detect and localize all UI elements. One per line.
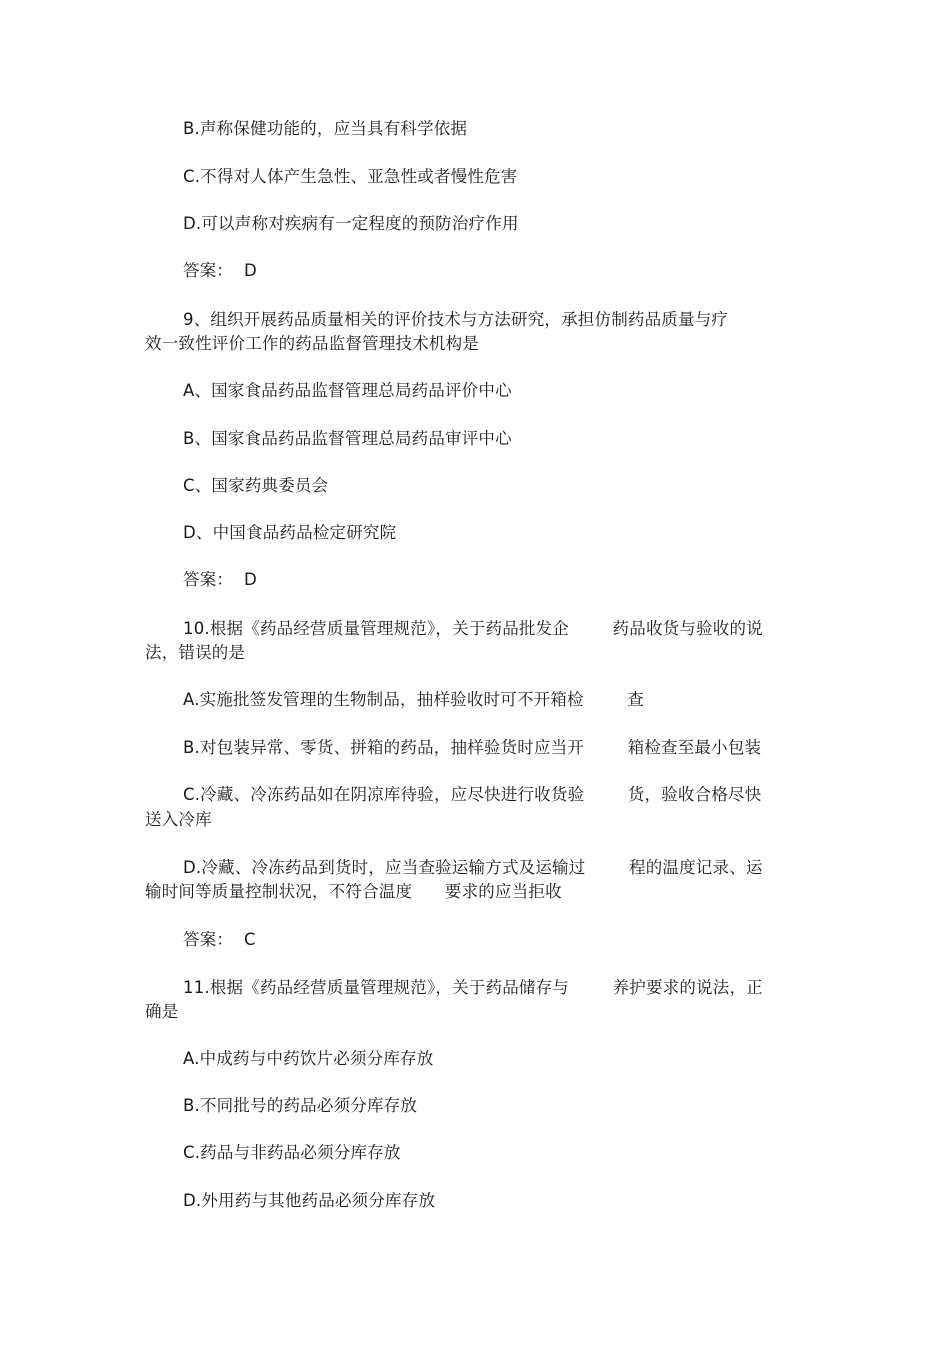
option-c-q10-line-2: 送入冷库 — [145, 810, 212, 829]
option-c-q10-line-1: C.冷藏、冷冻药品如在阴凉库待验，应尽快进行收货验 货，验收合格尽快 — [183, 785, 762, 804]
question-11-line-2: 确是 — [145, 1002, 179, 1021]
option-d-q10-line-1: D.冷藏、冷冻药品到货时，应当查验运输方式及运输过 程的温度记录、运 — [183, 858, 763, 877]
option-a-q11: A.中成药与中药饮片必须分库存放 — [183, 1049, 434, 1068]
option-b-q9: B、国家食品药品监督管理总局药品审评中心 — [183, 429, 512, 448]
answer-q10: 答案： C — [183, 930, 256, 949]
option-c-q8: C.不得对人体产生急性、亚急性或者慢性危害 — [183, 167, 518, 186]
option-d-q11: D.外用药与其他药品必须分库存放 — [183, 1191, 436, 1210]
question-10-line-1: 10.根据《药品经营质量管理规范》，关于药品批发企 药品收货与验收的说 — [183, 619, 763, 638]
option-a-q9: A、国家食品药品监督管理总局药品评价中心 — [183, 381, 512, 400]
question-9-line-2: 效一致性评价工作的药品监督管理技术机构是 — [145, 334, 479, 353]
option-b-q11: B.不同批号的药品必须分库存放 — [183, 1096, 418, 1115]
answer-q8: 答案： D — [183, 261, 257, 280]
option-b-q10: B.对包装异常、零货、拼箱的药品，抽样验货时应当开 箱检查至最小包装 — [183, 738, 762, 757]
question-10-line-2: 法，错误的是 — [145, 643, 246, 662]
question-11-line-1: 11.根据《药品经营质量管理规范》，关于药品储存与 养护要求的说法，正 — [183, 978, 763, 997]
option-b-q8: B.声称保健功能的，应当具有科学依据 — [183, 119, 468, 138]
option-d-q8: D.可以声称对疾病有一定程度的预防治疗作用 — [183, 214, 519, 233]
option-d-q9: D、中国食品药品检定研究院 — [183, 523, 397, 542]
option-d-q10-line-2: 输时间等质量控制状况，不符合温度 要求的应当拒收 — [145, 882, 562, 901]
answer-q9: 答案： D — [183, 570, 257, 589]
option-a-q10: A.实施批签发管理的生物制品，抽样验收时可不开箱检 查 — [183, 690, 645, 709]
option-c-q11: C.药品与非药品必须分库存放 — [183, 1143, 401, 1162]
question-9-line-1: 9、组织开展药品质量相关的评价技术与方法研究，承担仿制药品质量与疗 — [183, 310, 729, 329]
option-c-q9: C、国家药典委员会 — [183, 476, 329, 495]
